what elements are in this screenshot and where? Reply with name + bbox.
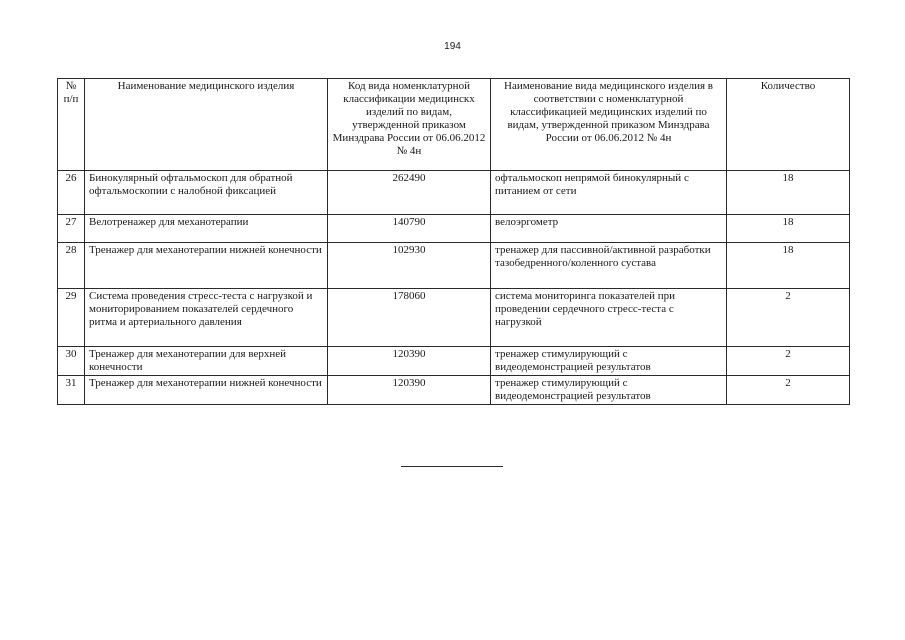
row-code: 140790	[328, 215, 491, 243]
header-num: № п/п	[58, 79, 85, 171]
row-num: 29	[58, 289, 85, 347]
table-row	[58, 171, 850, 215]
equipment-table	[57, 78, 850, 405]
row-type: офтальмоскоп непрямой бинокулярный с питанием от сети	[491, 171, 727, 215]
row-name: Тренажер для механотерапии нижней конечности	[85, 376, 328, 405]
row-qty: 18	[727, 171, 850, 215]
row-name: Тренажер для механотерапии нижней конечности	[85, 243, 328, 289]
row-qty: 2	[727, 289, 850, 347]
table-row	[58, 289, 850, 347]
end-of-document-rule	[401, 466, 503, 467]
row-qty: 18	[727, 215, 850, 243]
row-name: Велотренажер для механотерапии	[85, 215, 328, 243]
row-name: Тренажер для механотерапии для верхней конечности	[85, 347, 328, 376]
row-qty: 2	[727, 376, 850, 405]
row-type: тренажер для пассивной/активной разработки тазобедренного/коленного сустава	[491, 243, 727, 289]
row-type: тренажер стимулирующий с видеодемонстрацией результатов	[491, 347, 727, 376]
row-code: 120390	[328, 376, 491, 405]
row-num: 28	[58, 243, 85, 289]
table-header-row	[58, 79, 850, 171]
header-code: Код вида номенклатурной классификации медицинскх изделий по видам, утвержденной приказом Минздрава России от 06.06.2012 № 4н	[328, 79, 491, 171]
row-num: 30	[58, 347, 85, 376]
row-type: тренажер стимулирующий с видеодемонстрацией результатов	[491, 376, 727, 405]
row-name: Бинокулярный офтальмоскоп для обратной офтальмоскопии с налобной фиксацией	[85, 171, 328, 215]
row-qty: 18	[727, 243, 850, 289]
row-qty: 2	[727, 347, 850, 376]
row-code: 178060	[328, 289, 491, 347]
row-num: 27	[58, 215, 85, 243]
row-num: 26	[58, 171, 85, 215]
header-qty: Количество	[727, 79, 850, 171]
header-type: Наименование вида медицинского изделия в соответствии с номенклатурной классификацией медицинских изделий по видам, утвержденной приказом Минздрава России от 06.06.2012 № 4н	[491, 79, 727, 171]
table-row	[58, 347, 850, 376]
row-type: велоэргометр	[491, 215, 727, 243]
row-code: 102930	[328, 243, 491, 289]
row-code: 262490	[328, 171, 491, 215]
table-row	[58, 243, 850, 289]
row-num: 31	[58, 376, 85, 405]
row-code: 120390	[328, 347, 491, 376]
header-name: Наименование медицинского изделия	[85, 79, 328, 171]
row-type: система мониторинга показателей при проведении сердечного стресс-теста с нагрузкой	[491, 289, 727, 347]
page-number: 194	[444, 41, 461, 52]
table-row	[58, 376, 850, 405]
row-name: Система проведения стресс-теста с нагрузкой и мониторированием показателей сердечного ритма и артериального давления	[85, 289, 328, 347]
table-row	[58, 215, 850, 243]
